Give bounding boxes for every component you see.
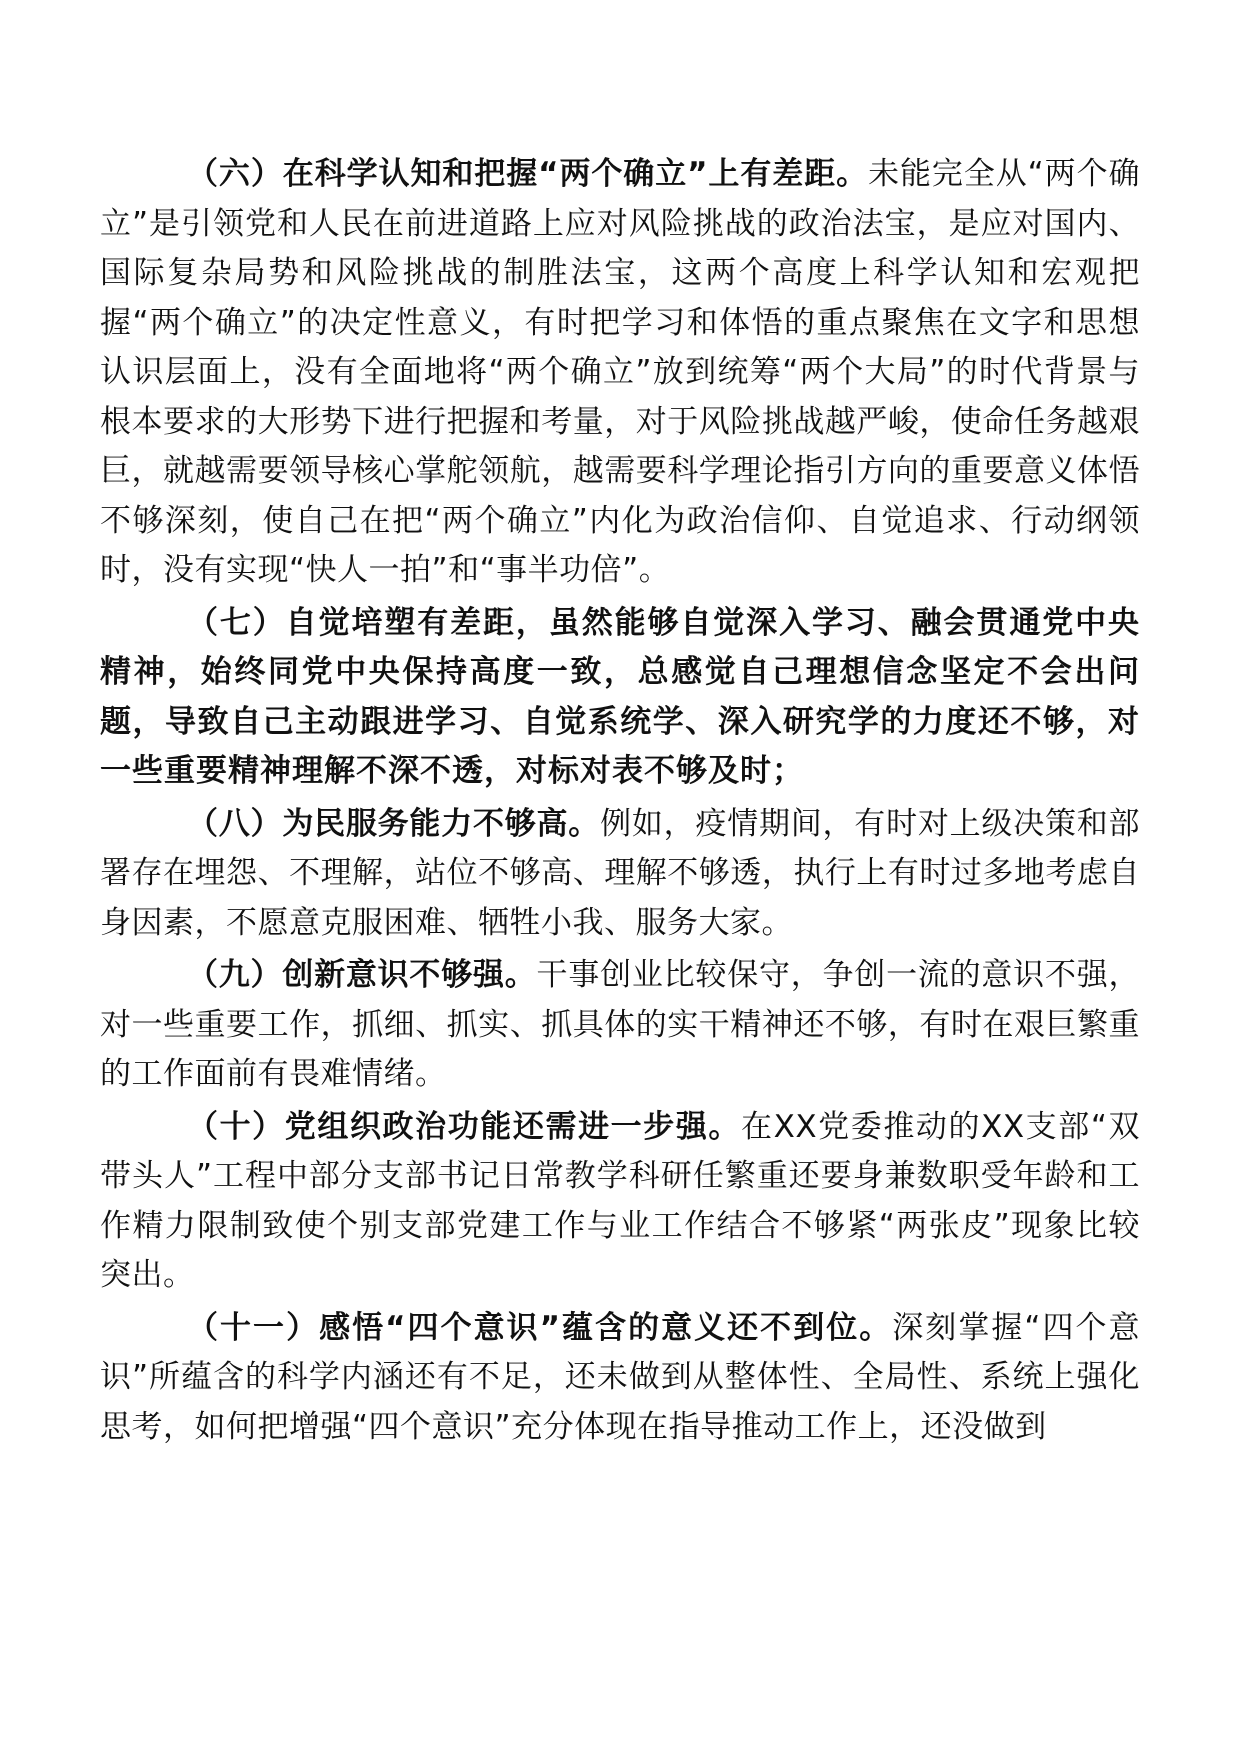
- paragraph-10-body: 在XX党委推动的XX支部“双带头人”工程中部分支部书记日常教学科研任繁重还要身兼数职受年龄和工作精力限制致使个别支部党建工作与业工作结合不够紧“两张皮”现象比较突出。: [100, 1108, 1140, 1293]
- paragraph-11-body: 深刻掌握“四个意识”所蕴含的科学内涵还有不足，还未做到从整体性、全局性、系统上强化思考，如何把增强“四个意识”充分体现在指导推动工作上，还没做到: [100, 1309, 1141, 1445]
- paragraph-8-body: 例如，疫情期间，有时对上级决策和部署存在埋怨、不理解，站位不够高、理解不够透，执行上有时过多地考虑自身因素，不愿意克服困难、牺牲小我、服务大家。: [100, 805, 1141, 941]
- document-page: [100, 150, 1140, 1450]
- paragraph-10-heading: （十）党组织政治功能还需进一步强。: [187, 1108, 742, 1145]
- paragraph-11: [100, 1304, 1140, 1453]
- paragraph-9: [100, 951, 1140, 1100]
- paragraph-6-heading: （六）在科学认知和把握“两个确立”上有差距。: [187, 156, 869, 192]
- paragraph-6-body: 未能完全从“两个确立”是引领党和人民在前进道路上应对风险挑战的政治法宝，是应对国内、国际复杂局势和风险挑战的制胜法宝，这两个高度上科学认知和宏观把握“两个确立”的决定性意义，有时把学习和体悟的重点聚焦在文字和思想认识层面上，没有全面地将“两个确立”放到统筹“两个大局”的时代背景与根本要求的大形势下进行把握和考量，对于风险挑战越严峻，使命任务越艰巨，就越需要领导核心掌舵领航，越需要科学理论指引方向的重要意义体悟不够深刻，使自己在把“两个确立”内化为政治信仰、自觉追求、行动纲领时，没有实现“快人一拍”和“事半功倍”。: [100, 156, 1141, 588]
- paragraph-10: [100, 1103, 1140, 1301]
- paragraph-11-heading: （十一）感悟“四个意识”蕴含的意义还不到位。: [187, 1309, 893, 1346]
- paragraph-6: [100, 150, 1140, 596]
- paragraph-9-heading: （九）创新意识不够强。: [187, 957, 537, 993]
- paragraph-7: [100, 599, 1140, 797]
- paragraph-8: [100, 800, 1140, 949]
- paragraph-7-heading: （七）自觉培塑有差距，虽然能够自觉深入学习、融会贯通党中央精神，始终同党中央保持高度一致，总感觉自己理想信念坚定不会出问题，导致自己主动跟进学习、自觉系统学、深入研究学的力度还不够，对一些重要精神理解不深不透，对标对表不够及时；: [100, 604, 1140, 789]
- paragraph-8-heading: （八）为民服务能力不够高。: [187, 805, 601, 842]
- paragraph-9-body: 干事创业比较保守，争创一流的意识不强，对一些重要工作，抓细、抓实、抓具体的实干精神还不够，有时在艰巨繁重的工作面前有畏难情绪。: [100, 957, 1141, 1092]
